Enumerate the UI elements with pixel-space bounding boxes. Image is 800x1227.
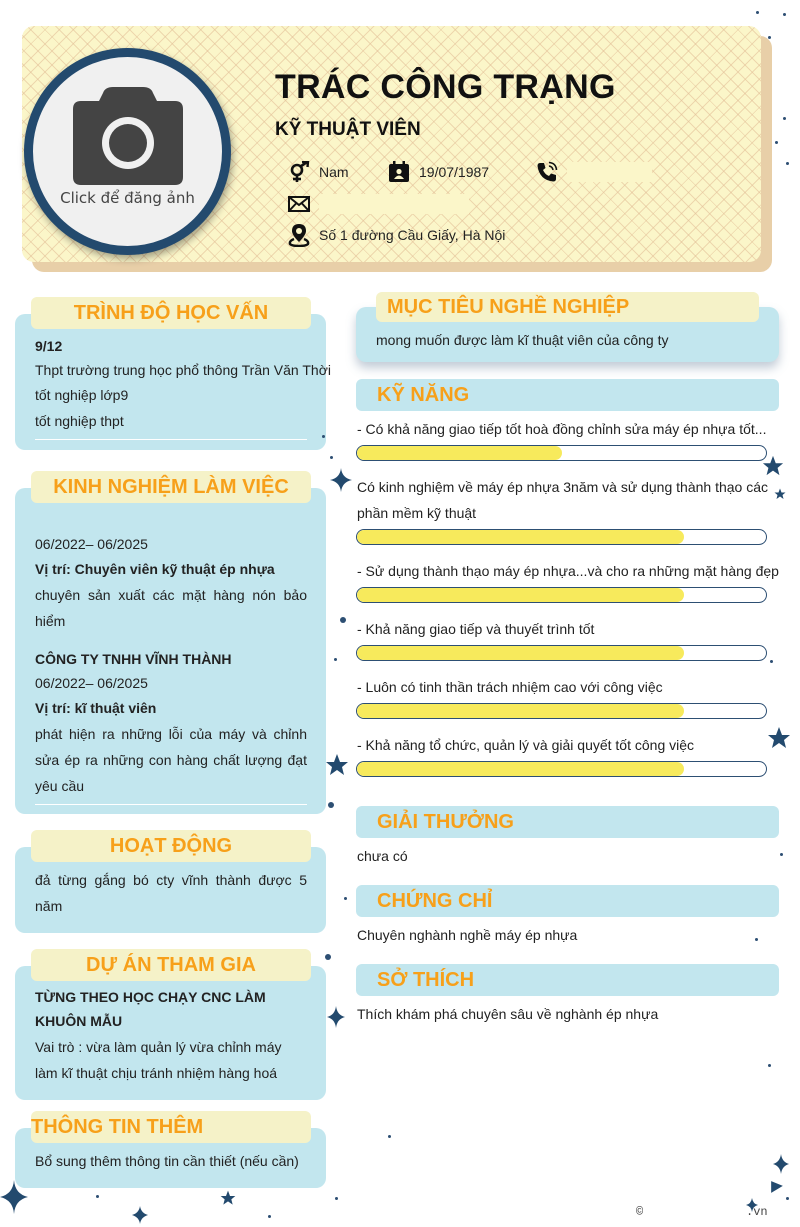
phone-field[interactable] [536,161,652,183]
decor-dot [755,938,758,941]
activities-heading: HOẠT ĐỘNG [31,830,311,862]
career-goal-heading: MỤC TIÊU NGHỀ NGHIỆP [376,292,759,322]
birthday-field [388,161,489,183]
awards-heading: GIẢI THƯỞNG [356,806,779,838]
envelope-icon [288,193,310,215]
skill-bar-fill [357,446,562,460]
star-icon [767,726,791,750]
decor-dot [322,435,325,438]
experience-company: CÔNG TY TNHH VĨNH THÀNH [35,651,232,667]
candidate-name: TRÁC CÔNG TRẠNG [275,68,616,106]
decor-dot [96,1195,99,1198]
decor-dot [325,954,331,960]
experience-description: phát hiện ra những lỗi của máy và chỉnh sửa ép ra những con hàng chất lượng đạt yêu cầu [35,726,307,794]
skill-bar-fill [357,704,684,718]
skill-bar [356,645,767,661]
avatar-upload[interactable] [24,48,231,255]
project-line: Vai trò : vừa làm quản lý vừa chỉnh máy [35,1039,282,1055]
skill-bar [356,703,767,719]
certificates-text: Chuyên nghành nghề máy ép nhựa [357,927,578,943]
career-goal-text: mong muốn được làm kĩ thuật viên của công ty [376,332,669,348]
email-field[interactable] [288,193,469,215]
skill-label: Có kinh nghiệm về máy ép nhựa 3năm và sử dụng thành thạo các phần mềm kỹ thuật [357,479,768,521]
experience-period: 06/2022– 06/2025 [35,536,148,552]
birthday-value: 19/07/1987 [419,164,490,180]
decor-dot [340,617,346,623]
gender-value: Nam [319,164,349,180]
decor-dot [328,802,334,808]
education-school: Thpt trường trung học phổ thông Trần Văn Thời [35,362,331,378]
education-divider [35,439,307,440]
experience-position: Vị trí: Chuyên viên kỹ thuật ép nhựa [35,561,275,577]
awards-text: chưa có [357,848,408,864]
skill-bar-fill [357,530,684,544]
decor-dot [330,456,333,459]
decor-dot [335,1197,338,1200]
decor-dot [388,1135,391,1138]
decor-dot [783,13,786,16]
project-name: TỪNG THEO HỌC CHẠY CNC LÀM KHUÔN MẪU [35,989,266,1029]
skill-bar [356,587,767,603]
skill-bar-fill [357,588,684,602]
education-line: tốt nghiệp thpt [35,413,124,429]
calendar-icon [388,161,410,183]
gender-field [288,161,349,183]
skill-label: - Khả năng tổ chức, quản lý và giải quyết tốt công việc [357,737,695,753]
star-icon [220,1190,236,1206]
candidate-job-title: KỸ THUẬT VIÊN [275,119,421,140]
star-icon [770,1180,784,1194]
education-heading: TRÌNH ĐỘ HỌC VẤN [31,297,311,329]
decor-dot [344,897,347,900]
skill-bar-fill [357,762,684,776]
experience-divider [35,804,307,805]
decor-dot [334,658,337,661]
hobbies-text: Thích khám phá chuyên sâu về nghành ép nhựa [357,1006,659,1022]
phone-value[interactable] [567,162,652,182]
decor-dot [768,36,771,39]
star-icon [774,488,786,500]
copyright-symbol: © [636,1205,644,1219]
map-pin-icon [288,224,310,246]
projects-heading: DỰ ÁN THAM GIA [31,949,311,981]
skill-bar-fill [357,646,684,660]
skill-label: - Luôn có tinh thần trách nhiệm cao với công việc [357,679,663,695]
star-icon [325,753,349,777]
experience-heading: KINH NGHIỆM LÀM VIỆC [31,471,311,503]
address-field [288,224,505,246]
sparkle-icon [132,1206,148,1224]
decor-dot [786,162,789,165]
certificates-heading: CHỨNG CHỈ [356,885,779,917]
decor-dot [768,1064,771,1067]
education-line: tốt nghiệp lớp9 [35,387,129,403]
decor-dot [775,141,778,144]
experience-period: 06/2022– 06/2025 [35,675,148,691]
skill-label: - Khả năng giao tiếp và thuyết trình tốt [357,621,595,637]
skill-bar [356,445,767,461]
gender-icon [288,161,310,183]
activities-text: đả từng gắng bó cty vĩnh thành được 5 năm [35,872,307,914]
extra-info-text: Bổ sung thêm thông tin cần thiết (nếu cần) [35,1153,299,1169]
decor-dot [756,11,759,14]
decor-dot [770,660,773,663]
phone-icon [536,161,558,183]
skill-label: - Có khả năng giao tiếp tốt hoà đồng chỉnh sửa máy ép nhựa tốt... [357,421,767,437]
skill-label: - Sử dụng thành thạo máy ép nhựa...và cho ra những mặt hàng đẹp [357,563,779,579]
sparkle-icon [327,1006,345,1028]
project-line: làm kĩ thuật chịu tránh nhiệm hàng hoá [35,1065,278,1081]
skill-bar [356,761,767,777]
decor-dot [786,1197,789,1200]
decor-dot [783,117,786,120]
camera-icon [73,87,183,185]
address-value: Số 1 đường Cầu Giấy, Hà Nội [319,227,506,243]
footer-domain-suffix: .vn [746,1205,768,1219]
extra-info-heading: THÔNG TIN THÊM [31,1111,311,1143]
sparkle-icon [773,1154,789,1174]
education-period: 9/12 [35,338,63,354]
skill-bar [356,529,767,545]
avatar-upload-label: Click để đăng ảnh [60,189,195,207]
decor-dot [780,853,783,856]
decor-dot [268,1215,271,1218]
skills-heading: KỸ NĂNG [356,379,779,411]
sparkle-icon [330,468,352,492]
experience-position: Vị trí: kĩ thuật viên [35,700,157,716]
sparkle-icon [0,1180,28,1214]
star-icon [762,455,784,477]
hobbies-heading: SỞ THÍCH [356,964,779,996]
experience-description: chuyên sản xuất các mặt hàng nón bảo hiểm [35,587,307,629]
email-value[interactable] [319,194,469,214]
